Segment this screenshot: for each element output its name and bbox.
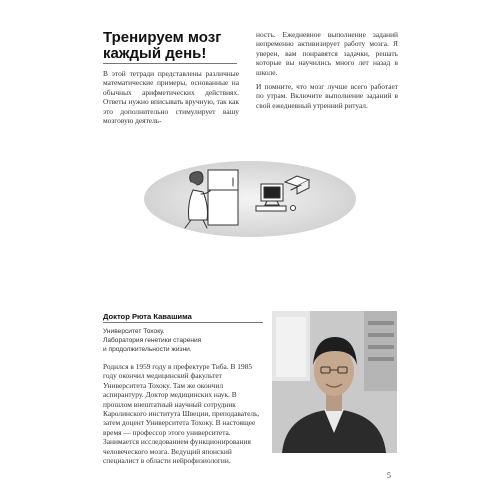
- affiliation-line-3: и продолжительности жизни.: [103, 346, 192, 353]
- illustration-oval: [143, 160, 357, 238]
- intro-paragraph-1: ность. Ежедневное выполнение заданий непременно активизирует работу мозга. Я уверен, вам понравятся задачки, решать которые вы научились много лет назад в школе.: [256, 30, 398, 77]
- affiliation-line-2: Лаборатория генетики старения: [103, 337, 202, 344]
- page-title: Тренируем мозг каждый день!: [103, 29, 222, 62]
- author-photo-svg: [272, 311, 397, 453]
- woman-at-fridge-drawing: [185, 170, 238, 228]
- title-divider: [103, 63, 237, 64]
- intro-text-right: [256, 30, 398, 115]
- author-affiliation: [103, 327, 263, 354]
- intro-text-left: В этой тетради представлены различные математические примеры, основанные на обычных арифметических действиях. Ответы нужно вписывать вручную, так как это дополнительно стимулирует вашу мозговую деятель-: [103, 69, 239, 126]
- page-number: 5: [387, 471, 391, 480]
- affiliation-line-1: Университет Тохоку.: [103, 328, 165, 335]
- author-divider: [103, 322, 263, 323]
- author-bio: Родился в 1959 году в префектуре Тиба. В 1985 году окончил медицинский факультет Университета Тохоку. Там же окончил аспирантуру. Доктор медицинских наук. В прошлом внештатный научный сотрудник Каролинского института Швеции, преподаватель, затем доцент Университета Тохоку. В настоящее время — профессор этого университета. Занимается исследованием функционирования человеческого мозга. Ведущий японский специалист в области нейрофизиологии.: [103, 362, 260, 466]
- intro-paragraph-2: И помните, что мозг лучше всего работает по утрам. Включите выполнение заданий в свой ежедневный утренний ритуал.: [256, 82, 398, 110]
- illustration-svg: [143, 160, 357, 238]
- author-name: Доктор Рюта Кавашима: [103, 312, 192, 321]
- author-photo: [272, 311, 397, 453]
